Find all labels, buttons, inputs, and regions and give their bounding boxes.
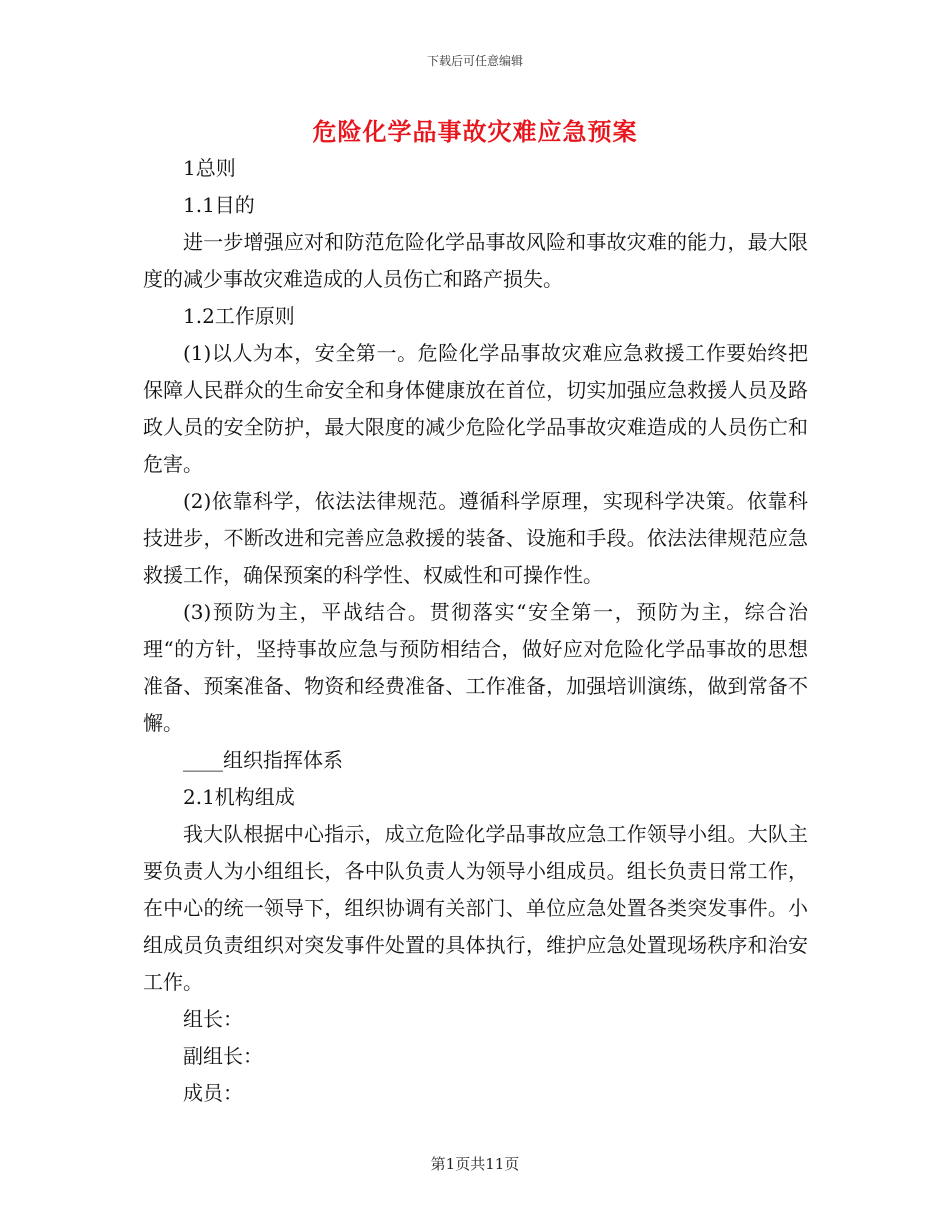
page-footer: 第1页共11页 [430,1155,520,1173]
subsection-heading-purpose: 1.1目的 [183,193,255,217]
field-deputy-leader: 副组长： [183,1044,263,1068]
subsection-heading-organization: 2.1机构组成 [183,785,295,809]
field-leader: 组长： [183,1007,243,1031]
section-heading-general: 1总则 [183,156,236,180]
field-members: 成员： [183,1081,243,1105]
header-note: 下载后可任意编辑 [426,54,523,68]
document-body [143,150,808,1112]
paragraph-principle-1: (1)以人为本，安全第一。危险化学品事故灾难应急救援工作要始终把保障人民群众的生命安全和身体健康放在首位，切实加强应急救援人员及路政人员的安全防护，最大限度的减少危险化学品事故灾难造成的人员伤亡和危害。 [143,341,808,476]
paragraph-principle-3: (3)预防为主，平战结合。贯彻落实“安全第一，预防为主，综合治理“的方针，坚持事故应急与预防相结合，做好应对危险化学品事故的思想准备、预案准备、物资和经费准备、工作准备，加强培训演练，做到常备不懈。 [143,600,808,735]
subsection-heading-principles: 1.2工作原则 [183,304,295,328]
paragraph-principle-2: (2)依靠科学，依法法律规范。遵循科学原理，实现科学决策。依靠科技进步，不断改进和完善应急救援的装备、设施和手段。依法法律规范应急救援工作，确保预案的科学性、权威性和可操作性。 [143,489,808,587]
paragraph-purpose: 进一步增强应对和防范危险化学品事故风险和事故灾难的能力，最大限度的减少事故灾难造成的人员伤亡和路产损失。 [143,230,808,291]
section-heading-command-system: ____组织指挥体系 [183,748,343,772]
document-title: 危险化学品事故灾难应急预案 [312,117,638,146]
paragraph-organization: 我大队根据中心指示，成立危险化学品事故应急工作领导小组。大队主要负责人为小组组长，各中队负责人为领导小组成员。组长负责日常工作，在中心的统一领导下，组织协调有关部门、单位应急处置各类突发事件。小组成员负责组织对突发事件处置的具体执行，维护应急处置现场秩序和治安工作。 [143,822,808,994]
